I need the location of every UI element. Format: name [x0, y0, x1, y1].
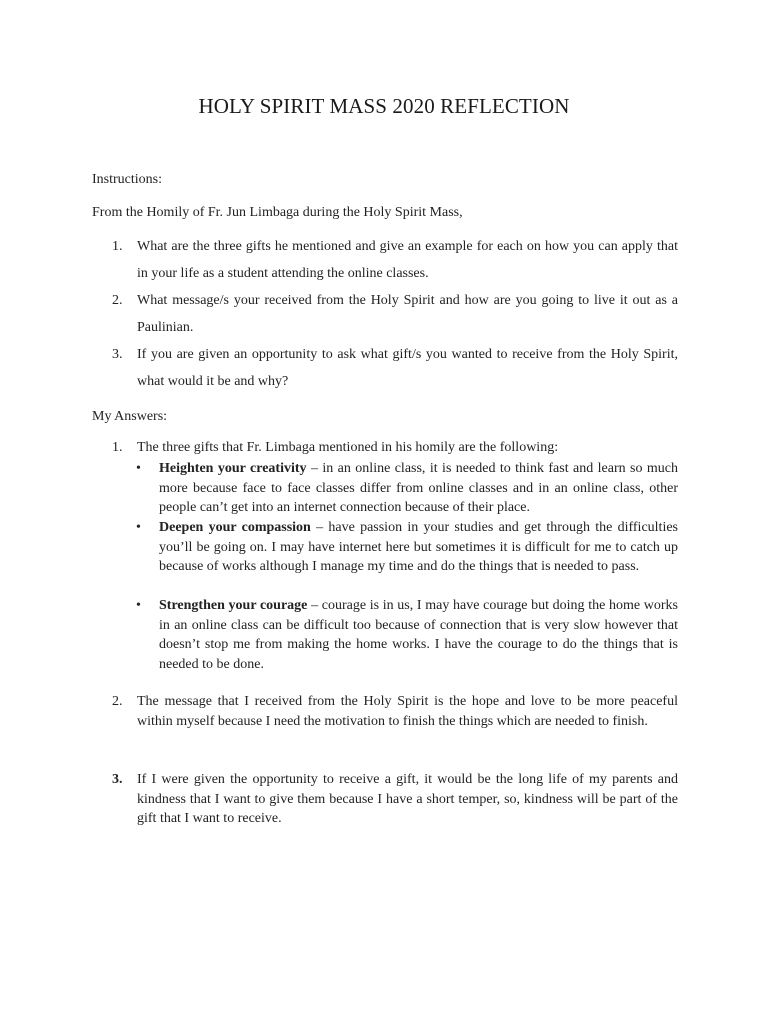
question-number: 1. — [112, 239, 123, 254]
instructions-label: Instructions: — [92, 172, 162, 187]
document-title: HOLY SPIRIT MASS 2020 REFLECTION — [198, 94, 570, 118]
answer-text: The message that I received from the Holy Spirit is the hope and love to be more peaceful within myself because I need the motivation to finish the things which are needed to finish. — [137, 694, 678, 729]
bullet-item — [136, 518, 678, 596]
bullet-heading: Deepen your compassion — [159, 520, 311, 535]
bullet-body: – in an online class, it is needed to think fast and learn so much more because face to face classes differ from online classes and in an online class, other people can’t get into an internet connection because of their place. — [159, 461, 679, 515]
question-item — [92, 233, 678, 287]
bullet-body: – have passion in your studies and get through the difficulties you’ll be going on. I may have internet here but sometimes it is difficult for me to catch up because of works although I manage my time and do the things that is needed to pass. — [159, 520, 678, 574]
question-number: 2. — [112, 293, 123, 308]
bullet-heading: Strengthen your courage — [159, 598, 308, 613]
question-item — [92, 287, 678, 341]
question-text: If you are given an opportunity to ask what gift/s you wanted to receive from the Holy Spirit, what would it be and why? — [137, 347, 678, 389]
bullet-text — [159, 518, 678, 577]
intro-text: From the Homily of Fr. Jun Limbaga during the Holy Spirit Mass, — [92, 205, 463, 220]
answer-text: The three gifts that Fr. Limbaga mentioned in his homily are the following: — [137, 440, 559, 455]
answer-number: 3. — [112, 772, 123, 787]
question-number: 3. — [112, 347, 123, 362]
answer-item — [92, 692, 678, 752]
bullet-item — [136, 596, 678, 674]
question-text: What are the three gifts he mentioned and give an example for each on how you can apply that in your life as a student attending the online classes. — [137, 239, 678, 281]
bullet-heading: Heighten your creativity — [159, 461, 307, 476]
bullet-glyph: • — [136, 461, 141, 476]
answer-text: If I were given the opportunity to receive a gift, it would be the long life of my parents and kindness that I want to give them because I have a short temper, so, kindness will be part of the gift that I want to receive. — [137, 772, 678, 826]
question-text: What message/s your received from the Holy Spirit and how are you going to live it out as a Paulinian. — [137, 293, 678, 335]
bullet-text — [159, 596, 678, 674]
bullet-glyph: • — [136, 520, 141, 535]
bullet-item — [136, 459, 678, 519]
answer-item — [92, 770, 678, 830]
answer-number: 2. — [112, 694, 123, 709]
bullet-body: – courage is in us, I may have courage but doing the home works in an online class can be difficult too because of connection that is very slow however that doesn’t stop me from making the home works. I have the courage to do the things that is needed to be done. — [159, 598, 678, 672]
answer-item — [92, 438, 678, 458]
bullet-glyph: • — [136, 598, 141, 613]
question-item — [92, 341, 678, 395]
bullet-text — [159, 459, 678, 518]
answer-number: 1. — [112, 440, 123, 455]
answers-label: My Answers: — [92, 409, 168, 424]
